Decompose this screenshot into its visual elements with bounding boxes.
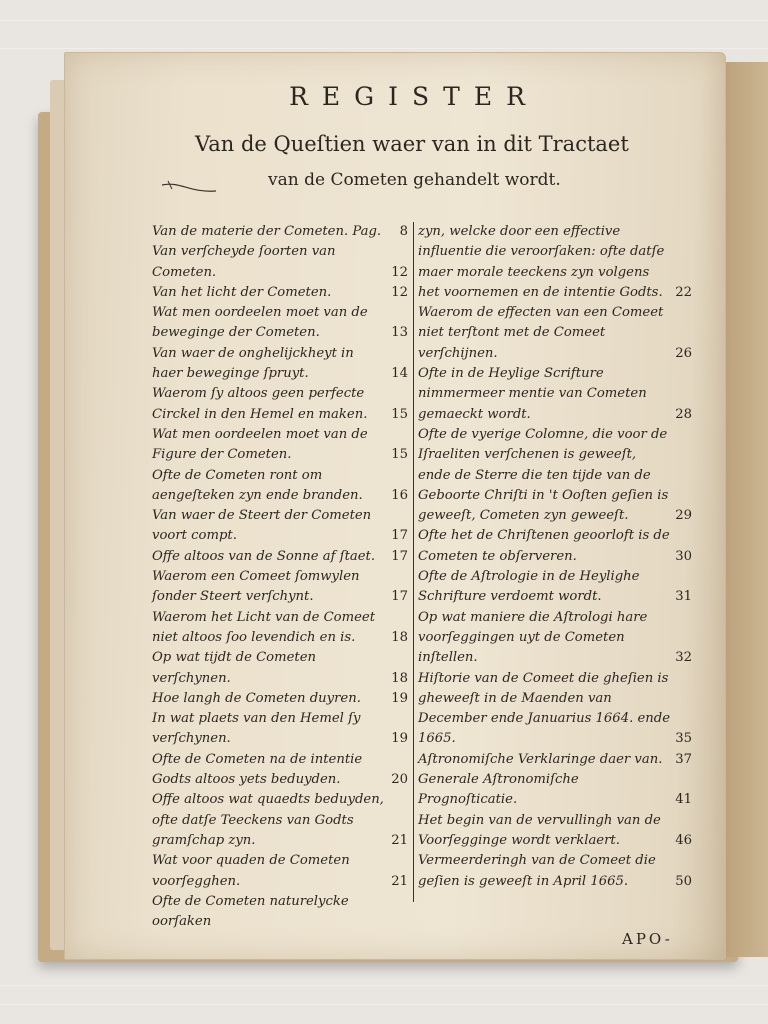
- entry-text: Op wat tijdt de Cometen verſchynen.: [152, 650, 317, 686]
- index-entry: [418, 303, 692, 364]
- index-entry: [418, 425, 692, 526]
- entry-page-number: 12: [391, 284, 408, 300]
- entry-text: Ofte de vyerige Colomne, die voor de Iſraeliten verſchenen is geweeſt, ende de Sterre die ten tijde van de Geboorte Chriſti in 't Ooſten geſien is geweeſt, Cometen zyn geweeſt.: [418, 426, 669, 524]
- index-entry: [418, 750, 692, 770]
- catchword: APO-: [622, 930, 673, 948]
- index-entry: [152, 851, 408, 892]
- entry-text: Ofte het de Chriſtenen geoorloft is de Cometen te obſerveren.: [418, 528, 670, 564]
- index-entry: [418, 811, 692, 852]
- left-column: [152, 222, 408, 932]
- entry-page-number: 46: [675, 832, 692, 848]
- right-column: [418, 222, 692, 892]
- entry-text: In wat plaets van den Hemel ſy verſchynen.: [152, 711, 361, 747]
- entry-page-number: 35: [675, 731, 692, 747]
- index-entry: [152, 547, 408, 567]
- entry-page-number: 22: [675, 284, 692, 300]
- entry-page-number: 30: [675, 548, 692, 564]
- entry-text: zyn, welcke door een effective influentie die veroorſaken: ofte datſe maer morale teeckens zyn volgens het voornemen en de intentie Godts.: [418, 224, 665, 300]
- entry-page-number: 20: [391, 772, 408, 788]
- entry-text: Op wat maniere die Aſtrologi hare voorſeggingen uyt de Cometen inſtellen.: [418, 609, 648, 666]
- entry-text: Wat men oordeelen moet van de beweginge der Cometen.: [152, 305, 368, 341]
- entry-page-number: 14: [391, 366, 408, 382]
- index-entry: [418, 364, 692, 425]
- entry-page-number: 16: [391, 487, 408, 503]
- entry-text: Van verſcheyde ſoorten van Cometen.: [152, 244, 336, 280]
- index-entry: [152, 222, 408, 242]
- index-entry: [152, 567, 408, 608]
- entry-page-number: 17: [391, 528, 408, 544]
- entry-text: Van waer de onghelijckheyt in haer beweginge ſpruyt.: [152, 345, 354, 382]
- entry-page-number: 18: [391, 670, 408, 686]
- page-subtitle: Van de Queſtien waer van in dit Tractaet: [195, 132, 629, 156]
- entry-text: Vermeerderingh van de Comeet die geſien is geweeſt in April 1665.: [418, 853, 656, 889]
- index-entry: [152, 283, 408, 303]
- entry-text: Aſtronomiſche Verklaringe daer van.: [418, 751, 663, 767]
- index-entry: [152, 303, 408, 344]
- entry-page-number: 37: [675, 751, 692, 767]
- entry-page-number: 32: [675, 650, 692, 666]
- entry-text: Wat men oordeelen moet van de Figure der Cometen.: [152, 426, 368, 463]
- entry-page-number: 8: [399, 224, 408, 239]
- entry-page-number: 50: [675, 873, 692, 889]
- page-subtitle-line2: van de Cometen gehandelt wordt.: [268, 170, 561, 190]
- index-entry: [152, 344, 408, 385]
- entry-text: Waerom het Licht van de Comeet niet altoos ſoo levendich en is.: [152, 609, 376, 645]
- index-entry: [418, 222, 692, 303]
- entry-page-number: 19: [391, 690, 408, 706]
- index-entry: [152, 648, 408, 689]
- index-entry: [152, 425, 408, 466]
- index-entry: [152, 790, 408, 851]
- entry-page-number: 21: [391, 832, 408, 848]
- entry-text: Van waer de Steert der Cometen voort compt.: [152, 508, 372, 544]
- index-entry: [152, 608, 408, 649]
- entry-text: Het begin van de vervullingh van de Voorſegginge wordt verklaert.: [418, 812, 661, 848]
- entry-text: Ofte de Cometen na de intentie Godts altoos yets beduyden.: [152, 751, 363, 788]
- index-entry: [152, 709, 408, 750]
- index-entry: [152, 384, 408, 425]
- entry-text: Offe altoos van de Sonne af ſtaet.: [152, 548, 376, 564]
- index-entry: [152, 506, 408, 547]
- entry-page-number: 17: [391, 589, 408, 605]
- index-entry: [418, 669, 692, 750]
- index-entry: [418, 851, 692, 892]
- index-entry: [152, 892, 408, 933]
- entry-text: Ofte de Aſtrologie in de Heylighe Schrifture verdoemt wordt.: [418, 569, 640, 605]
- entry-text: Waerom ſy altoos geen perfecte Circkel in den Hemel en maken.: [152, 386, 368, 422]
- entry-text: Ofte in de Heylige Scrifture nimmermeer mentie van Cometen gemaeckt wordt.: [418, 366, 647, 422]
- entry-text: Offe altoos wat quaedts beduyden, ofte datſe Teeckens van Godts gramſchap zyn.: [152, 792, 384, 848]
- entry-page-number: 41: [675, 792, 692, 808]
- index-entry: [418, 608, 692, 669]
- index-entry: [418, 770, 692, 811]
- entry-text: Hiſtorie van de Comeet die gheſien is gheweeſt in de Maenden van December ende Januarius 1664. ende 1665.: [418, 670, 671, 747]
- entry-page-number: 15: [391, 406, 408, 422]
- entry-page-number: 12: [391, 264, 408, 280]
- entry-page-number: 31: [675, 589, 692, 605]
- entry-text: Wat voor quaden de Cometen voorſegghen.: [152, 853, 350, 889]
- entry-text: Waerom een Comeet ſomwylen ſonder Steert verſchynt.: [152, 569, 360, 605]
- entry-page-number: 28: [675, 406, 692, 422]
- entry-page-number: 29: [675, 508, 692, 524]
- entry-text: Hoe langh de Cometen duyren.: [152, 690, 361, 706]
- entry-text: Waerom de effecten van een Comeet niet terſtont met de Comeet verſchijnen.: [418, 305, 664, 361]
- page-title: REGISTER: [289, 82, 539, 111]
- index-entry: [152, 466, 408, 507]
- index-entry: [418, 567, 692, 608]
- entry-page-number: 19: [391, 731, 408, 747]
- index-entry: [418, 526, 692, 567]
- entry-page-number: 17: [391, 548, 408, 564]
- index-entry: [152, 750, 408, 791]
- entry-text: Van het licht der Cometen.: [152, 284, 332, 300]
- flourish-ornament: [160, 175, 220, 199]
- entry-text: Ofte de Cometen naturelycke oorſaken: [152, 893, 349, 930]
- index-entry: [152, 242, 408, 283]
- entry-page-number: 13: [391, 325, 408, 341]
- index-entry: [152, 689, 408, 709]
- entry-page-number: 15: [391, 447, 408, 463]
- entry-text: Ofte de Cometen ront om aengeſteken zyn ende branden.: [152, 467, 363, 503]
- entry-text: Van de materie der Cometen. Pag.: [152, 224, 382, 239]
- entry-text: Generale Aſtronomiſche Prognoſticatie.: [418, 772, 579, 808]
- entry-page-number: 18: [391, 629, 408, 645]
- column-divider: [413, 222, 414, 902]
- entry-page-number: 26: [675, 345, 692, 361]
- entry-page-number: 21: [391, 873, 408, 889]
